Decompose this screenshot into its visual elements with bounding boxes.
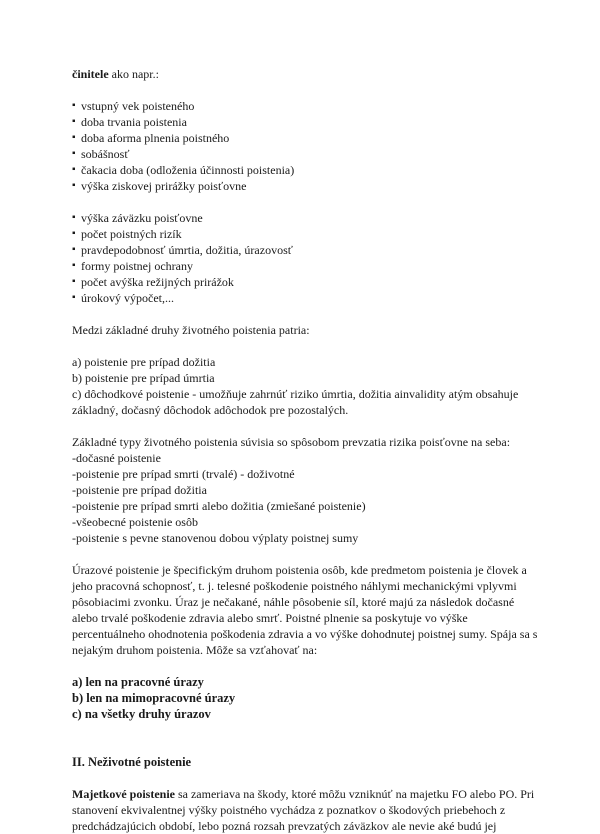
list-item: -poistenie pre prípad smrti (trvalé) - doživotné	[72, 467, 295, 481]
list-item: ▪ úrokový výpočet,...	[72, 290, 542, 306]
list-item: ▪ počet poistných rizík	[72, 226, 542, 242]
intro-bold: činitele	[72, 67, 109, 81]
list-item: ▪ výška ziskovej prirážky poisťovne	[72, 178, 542, 194]
section-heading: II. Neživotné poistenie	[72, 755, 192, 769]
accident-insurance-paragraph: Úrazové poistenie je špecifickým druhom poistenia osôb, kde predmetom poistenia je človek a jeho pracovná schopnosť, t. j. telesné poškodenie poistného náhlymi mechanickými vplyvmi pôsobiacimi zvonku. Úraz je nečakané, náhle pôsobenie síl, ktoré majú za následok dočasné alebo trvalé poškodenie zdravia alebo smrť. Poistné plnenie sa poskytuje vo výške percentuálneho ohodnotenia poškodenia zdravia a vo výške dohodnutej poistnej sumy. Spája sa s nejakým druhom poistenia. Môže sa vzťahovať na:	[72, 563, 538, 657]
property-insurance-paragraph	[72, 786, 542, 834]
list-item: ▪ vstupný vek poisteného	[72, 98, 542, 114]
list-item: ▪ čakacia doba (odloženia účinnosti poistenia)	[72, 162, 542, 178]
list-item: ▪ doba trvania poistenia	[72, 114, 542, 130]
list-item: b) len na mimopracovné úrazy	[72, 691, 236, 705]
list-item: -poistenie s pevne stanovenou dobou výplaty poistnej sumy	[72, 531, 359, 545]
list-item: ▪ počet avýška režijných prirážok	[72, 274, 542, 290]
list-item: ▪ pravdepodobnosť úmrtia, dožitia, úrazovosť	[72, 242, 542, 258]
risk-types-list	[72, 450, 542, 546]
list-item: a) len na pracovné úrazy	[72, 675, 204, 689]
property-bold: Majetkové poistenie	[72, 787, 175, 801]
property-rest: sa zameriava na škody, ktoré môžu vzniknúť na majetku FO alebo PO. Pri stanovení ekvivalentnej výšky poistného vychádza z poznatkov o škodových priebehoch z predchádzajúcich období, lebo pozná rozsah prevzatých záväzkov ale nevie aké budú jej	[72, 787, 535, 833]
list-item: b) poistenie pre prípad úmrtia	[72, 371, 215, 385]
document-page	[72, 66, 542, 834]
intro-paragraph	[72, 66, 542, 82]
list-item: ▪ doba aforma plnenia poistného	[72, 130, 542, 146]
list-item: -poistenie pre prípad dožitia	[72, 483, 207, 497]
list-item: c) dôchodkové poistenie - umožňuje zahrnúť riziko úmrtia, dožitia ainvalidity atým obsahuje základný, dočasný dôchodok adôchodok pre pozostalých.	[72, 387, 519, 417]
list-item: -dočasné poistenie	[72, 451, 161, 465]
intro-rest: ako napr.:	[108, 67, 159, 81]
list-item: c) na všetky druhy úrazov	[72, 707, 211, 721]
list-item: -poistenie pre prípad smrti alebo dožitia (zmiešané poistenie)	[72, 499, 366, 513]
list-item: ▪ výška záväzku poisťovne	[72, 210, 542, 226]
basic-types-list	[72, 354, 542, 418]
list-item: ▪ formy poistnej ochrany	[72, 258, 542, 274]
risk-types-paragraph: Základné typy životného poistenia súvisia so spôsobom prevzatia rizika poisťovne na seba:	[72, 435, 511, 449]
factors-list-2	[72, 210, 542, 306]
basic-types-paragraph: Medzi základné druhy životného poistenia patria:	[72, 323, 310, 337]
list-item: ▪ sobášnosť	[72, 146, 542, 162]
list-item: a) poistenie pre prípad dožitia	[72, 355, 216, 369]
factors-list-1	[72, 98, 542, 194]
accident-types-list	[72, 674, 542, 722]
list-item: -všeobecné poistenie osôb	[72, 515, 198, 529]
